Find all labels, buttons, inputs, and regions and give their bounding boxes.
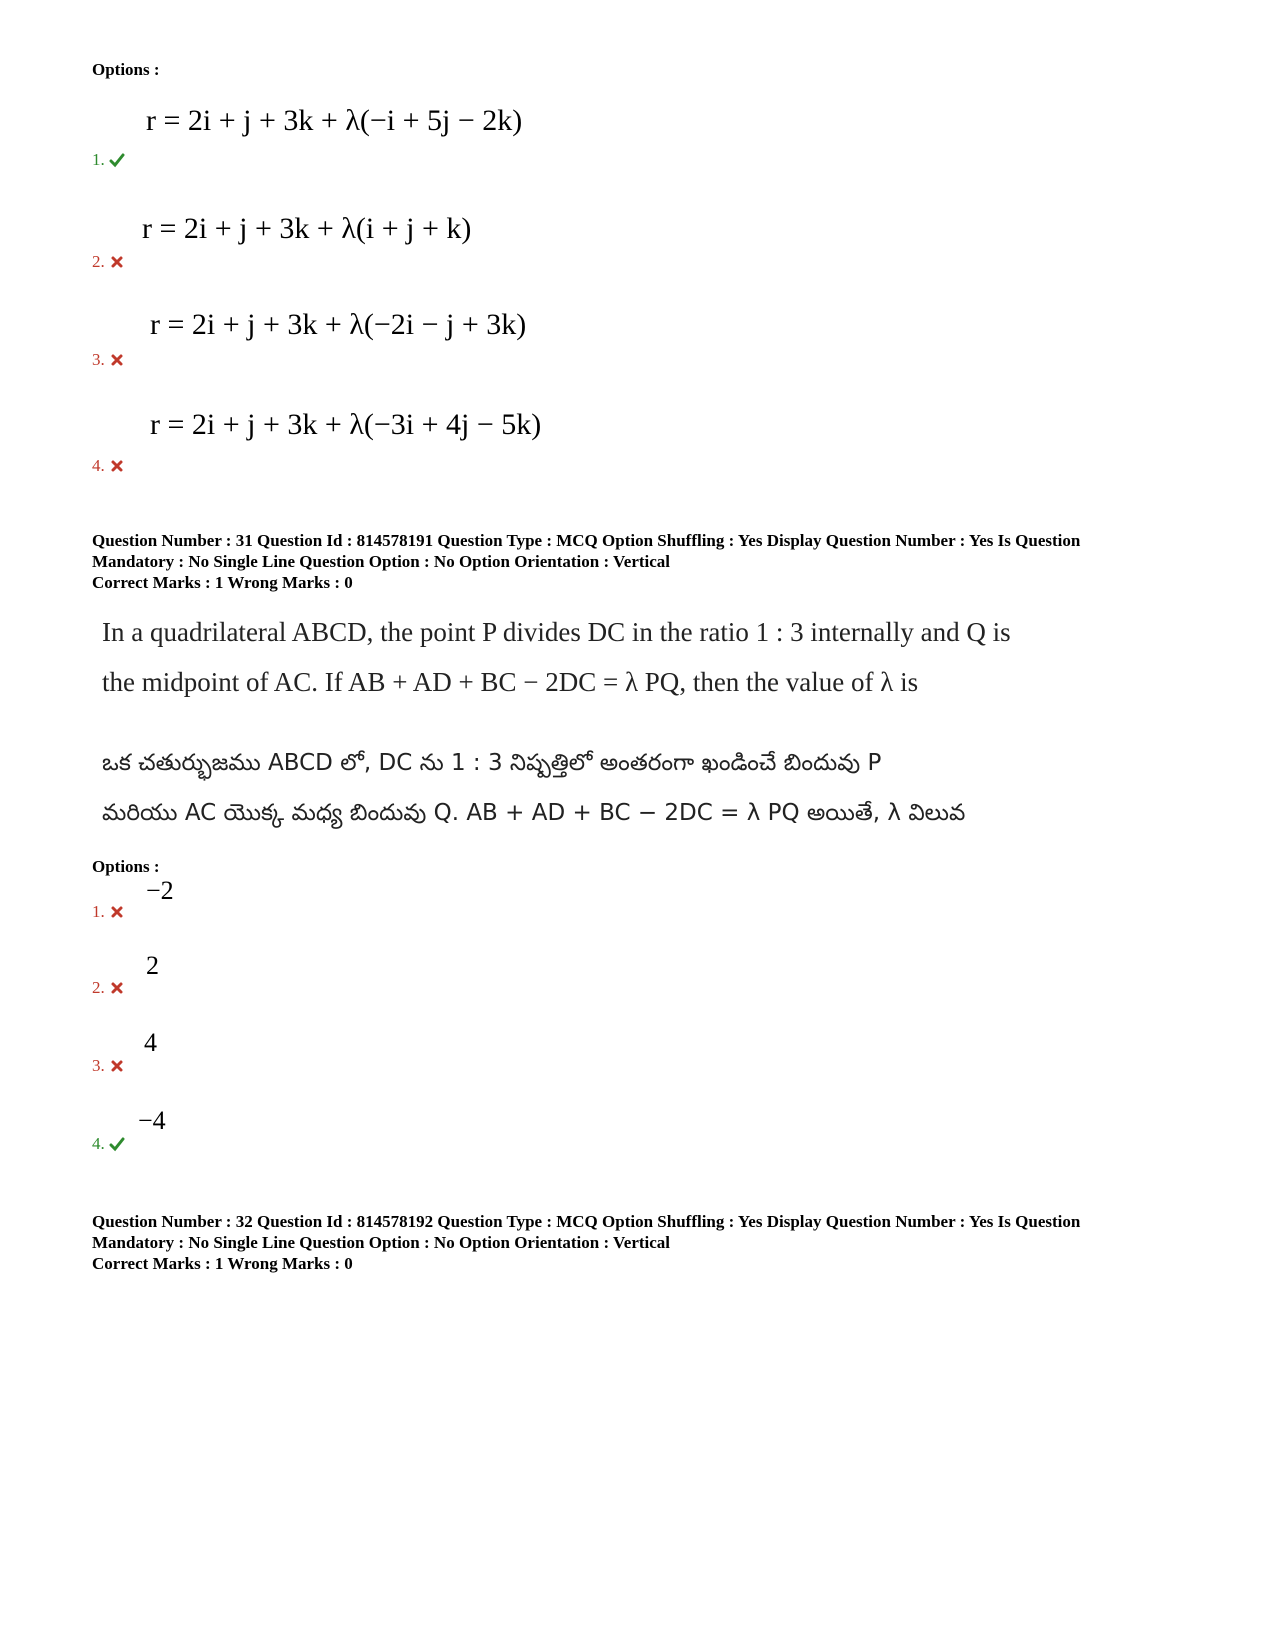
option-value: −4 — [138, 1106, 166, 1135]
check-icon — [109, 152, 125, 168]
option-number-text: 3. — [92, 1056, 105, 1075]
question-meta-line2: Mandatory : No Single Line Question Option : No Option Orientation : Vertical — [92, 1233, 671, 1252]
formula-prefix: r = 2i + j + 3k + λ — [150, 408, 364, 441]
option-number-text: 4. — [92, 456, 105, 475]
vector-equation: AB + AD + BC − 2DC = λ PQ — [348, 667, 680, 697]
question-meta — [92, 1211, 1202, 1253]
text-part: అయితే, λ విలువ — [799, 800, 966, 826]
formula-prefix: r = 2i + j + 3k + λ — [142, 212, 356, 245]
cross-icon — [109, 254, 125, 270]
cross-icon — [109, 458, 125, 474]
option-number-text: 4. — [92, 1134, 105, 1153]
cross-icon — [109, 980, 125, 996]
option-number-text: 2. — [92, 252, 105, 271]
option-number — [92, 1134, 125, 1154]
question-marks: Correct Marks : 1 Wrong Marks : 0 — [92, 573, 353, 592]
option-number — [92, 456, 125, 476]
formula-direction: (−3i + 4j − 5k) — [363, 408, 542, 441]
question-meta-line2: Mandatory : No Single Line Question Option : No Option Orientation : Vertical — [92, 552, 671, 571]
question-text-english-line1: In a quadrilateral ABCD, the point P divides DC in the ratio 1 : 3 internally and Q is — [102, 617, 1011, 647]
question-text-telugu-line1: ఒక చతుర్భుజము ABCD లో, DC ను 1 : 3 నిష్పత్తిలో అంతరంగా ఖండించే బిందువు P — [102, 750, 882, 776]
formula-direction: (i + j + k) — [355, 212, 472, 245]
question-meta-line1: Question Number : 32 Question Id : 814578192 Question Type : MCQ Option Shuffling : Yes Display Question Number : Yes Is Question — [92, 1212, 1081, 1231]
option-value: 4 — [144, 1028, 157, 1057]
option-number-text: 1. — [92, 150, 105, 169]
option-number — [92, 350, 125, 370]
option-number-text: 2. — [92, 978, 105, 997]
option-formula — [150, 308, 526, 342]
option-number — [92, 252, 125, 272]
cross-icon — [109, 1058, 125, 1074]
option-formula — [146, 104, 522, 138]
option-number-text: 3. — [92, 350, 105, 369]
formula-direction: (−2i − j + 3k) — [363, 308, 527, 341]
options-label: Options : — [92, 60, 160, 79]
cross-icon — [109, 352, 125, 368]
question-marks: Correct Marks : 1 Wrong Marks : 0 — [92, 1254, 353, 1273]
question-meta-line1: Question Number : 31 Question Id : 814578191 Question Type : MCQ Option Shuffling : Yes Display Question Number : Yes Is Question — [92, 531, 1081, 550]
question-text-english-line2 — [102, 667, 918, 698]
option-value: 2 — [146, 951, 159, 980]
option-formula — [150, 408, 541, 442]
formula-direction: (−i + 5j − 2k) — [359, 104, 523, 137]
text-part: , then the value of λ is — [679, 667, 919, 697]
option-number — [92, 902, 125, 922]
option-number — [92, 150, 125, 170]
option-value: −2 — [146, 876, 174, 905]
option-number-text: 1. — [92, 902, 105, 921]
text-part: మరియు AC యొక్క మధ్య బిందువు Q. — [102, 800, 467, 826]
option-formula — [142, 212, 471, 246]
question-text-telugu-line2 — [102, 800, 965, 832]
formula-prefix: r = 2i + j + 3k + λ — [150, 308, 364, 341]
check-icon — [109, 1136, 125, 1152]
option-number — [92, 1056, 125, 1076]
formula-prefix: r = 2i + j + 3k + λ — [146, 104, 360, 137]
cross-icon — [109, 904, 125, 920]
options-label: Options : — [92, 857, 160, 876]
question-meta — [92, 530, 1202, 572]
vector-equation: AB + AD + BC − 2DC = λ PQ — [466, 800, 800, 826]
option-number — [92, 978, 125, 998]
text-part: the midpoint of AC. If — [102, 667, 348, 697]
